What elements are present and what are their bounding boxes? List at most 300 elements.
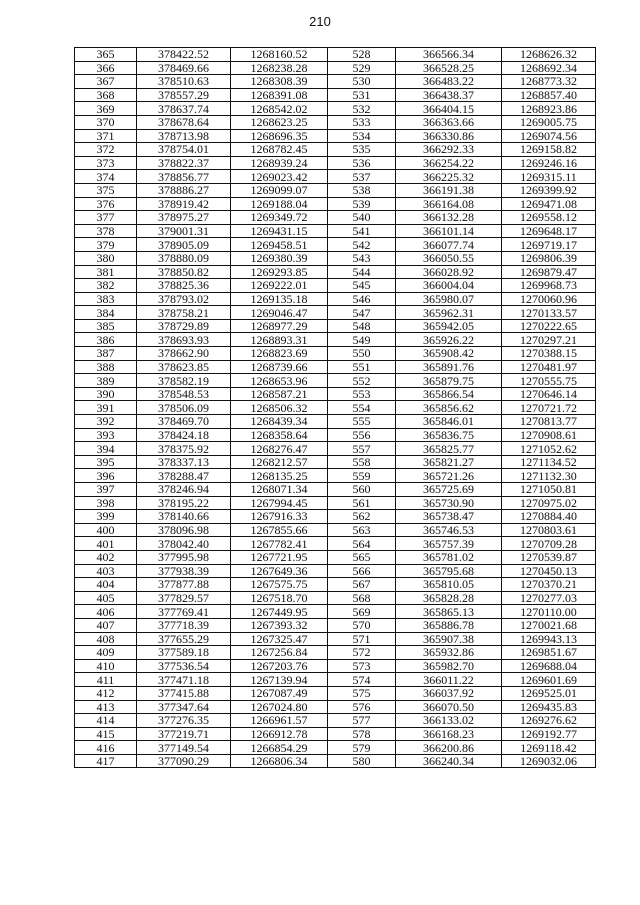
y-coordinate-cell: 1269158.82 <box>502 143 596 157</box>
table-row <box>75 510 596 524</box>
x-coordinate-cell: 377877.88 <box>137 578 231 592</box>
point-number-cell: 559 <box>328 469 396 483</box>
table-row <box>75 578 596 592</box>
point-number-cell: 529 <box>328 61 396 75</box>
point-number-cell: 572 <box>328 646 396 660</box>
x-coordinate-cell: 365980.07 <box>396 292 502 306</box>
x-coordinate-cell: 378582.19 <box>137 374 231 388</box>
point-number-cell: 376 <box>75 197 137 211</box>
x-coordinate-cell: 365908.42 <box>396 347 502 361</box>
y-coordinate-cell: 1270277.03 <box>502 591 596 605</box>
table-row <box>75 741 596 755</box>
point-number-cell: 557 <box>328 442 396 456</box>
point-number-cell: 551 <box>328 360 396 374</box>
x-coordinate-cell: 378880.09 <box>137 251 231 265</box>
y-coordinate-cell: 1268587.21 <box>231 387 328 401</box>
x-coordinate-cell: 365865.13 <box>396 605 502 619</box>
y-coordinate-cell: 1268160.52 <box>231 48 328 62</box>
y-coordinate-cell: 1267256.84 <box>231 646 328 660</box>
y-coordinate-cell: 1268653.96 <box>231 374 328 388</box>
y-coordinate-cell: 1270646.14 <box>502 387 596 401</box>
x-coordinate-cell: 378905.09 <box>137 238 231 252</box>
y-coordinate-cell: 1270133.57 <box>502 306 596 320</box>
x-coordinate-cell: 365810.05 <box>396 578 502 592</box>
table-row <box>75 48 596 62</box>
point-number-cell: 564 <box>328 537 396 551</box>
point-number-cell: 399 <box>75 510 137 524</box>
x-coordinate-cell: 377829.57 <box>137 591 231 605</box>
y-coordinate-cell: 1268542.02 <box>231 102 328 116</box>
point-number-cell: 397 <box>75 483 137 497</box>
x-coordinate-cell: 365725.69 <box>396 483 502 497</box>
y-coordinate-cell: 1267087.49 <box>231 686 328 700</box>
x-coordinate-cell: 365891.76 <box>396 360 502 374</box>
y-coordinate-cell: 1269118.42 <box>502 741 596 755</box>
y-coordinate-cell: 1268308.39 <box>231 75 328 89</box>
point-number-cell: 531 <box>328 88 396 102</box>
table-row <box>75 455 596 469</box>
x-coordinate-cell: 378678.64 <box>137 115 231 129</box>
point-number-cell: 385 <box>75 319 137 333</box>
y-coordinate-cell: 1268626.32 <box>502 48 596 62</box>
y-coordinate-cell: 1268692.34 <box>502 61 596 75</box>
y-coordinate-cell: 1270060.96 <box>502 292 596 306</box>
point-number-cell: 575 <box>328 686 396 700</box>
point-number-cell: 377 <box>75 211 137 225</box>
point-number-cell: 567 <box>328 578 396 592</box>
y-coordinate-cell: 1269458.51 <box>231 238 328 252</box>
point-number-cell: 562 <box>328 510 396 524</box>
point-number-cell: 417 <box>75 754 137 768</box>
y-coordinate-cell: 1267325.47 <box>231 632 328 646</box>
y-coordinate-cell: 1267649.36 <box>231 564 328 578</box>
point-number-cell: 402 <box>75 550 137 564</box>
x-coordinate-cell: 366101.14 <box>396 224 502 238</box>
x-coordinate-cell: 366011.22 <box>396 673 502 687</box>
y-coordinate-cell: 1269349.72 <box>231 211 328 225</box>
point-number-cell: 414 <box>75 714 137 728</box>
point-number-cell: 532 <box>328 102 396 116</box>
point-number-cell: 392 <box>75 415 137 429</box>
x-coordinate-cell: 366028.92 <box>396 265 502 279</box>
y-coordinate-cell: 1267575.75 <box>231 578 328 592</box>
x-coordinate-cell: 378422.52 <box>137 48 231 62</box>
point-number-cell: 400 <box>75 523 137 537</box>
y-coordinate-cell: 1270884.40 <box>502 510 596 524</box>
x-coordinate-cell: 365738.47 <box>396 510 502 524</box>
point-number-cell: 401 <box>75 537 137 551</box>
table-row <box>75 333 596 347</box>
y-coordinate-cell: 1267449.95 <box>231 605 328 619</box>
y-coordinate-cell: 1269601.69 <box>502 673 596 687</box>
x-coordinate-cell: 366037.92 <box>396 686 502 700</box>
x-coordinate-cell: 366292.33 <box>396 143 502 157</box>
x-coordinate-cell: 366132.28 <box>396 211 502 225</box>
x-coordinate-cell: 377219.71 <box>137 727 231 741</box>
x-coordinate-cell: 378713.98 <box>137 129 231 143</box>
x-coordinate-cell: 365926.22 <box>396 333 502 347</box>
y-coordinate-cell: 1267139.94 <box>231 673 328 687</box>
point-number-cell: 366 <box>75 61 137 75</box>
point-number-cell: 571 <box>328 632 396 646</box>
point-number-cell: 373 <box>75 156 137 170</box>
y-coordinate-cell: 1269293.85 <box>231 265 328 279</box>
y-coordinate-cell: 1269806.39 <box>502 251 596 265</box>
y-coordinate-cell: 1269099.07 <box>231 183 328 197</box>
y-coordinate-cell: 1270555.75 <box>502 374 596 388</box>
point-number-cell: 384 <box>75 306 137 320</box>
point-number-cell: 409 <box>75 646 137 660</box>
y-coordinate-cell: 1268893.31 <box>231 333 328 347</box>
x-coordinate-cell: 365821.27 <box>396 455 502 469</box>
x-coordinate-cell: 365846.01 <box>396 415 502 429</box>
x-coordinate-cell: 365795.68 <box>396 564 502 578</box>
point-number-cell: 390 <box>75 387 137 401</box>
y-coordinate-cell: 1269005.75 <box>502 115 596 129</box>
x-coordinate-cell: 378140.66 <box>137 510 231 524</box>
point-number-cell: 388 <box>75 360 137 374</box>
x-coordinate-cell: 365836.75 <box>396 428 502 442</box>
x-coordinate-cell: 377276.35 <box>137 714 231 728</box>
y-coordinate-cell: 1268977.29 <box>231 319 328 333</box>
y-coordinate-cell: 1268696.35 <box>231 129 328 143</box>
x-coordinate-cell: 366133.02 <box>396 714 502 728</box>
point-number-cell: 383 <box>75 292 137 306</box>
x-coordinate-cell: 377995.98 <box>137 550 231 564</box>
x-coordinate-cell: 365781.02 <box>396 550 502 564</box>
y-coordinate-cell: 1268439.34 <box>231 415 328 429</box>
point-number-cell: 389 <box>75 374 137 388</box>
y-coordinate-cell: 1268923.86 <box>502 102 596 116</box>
table-row <box>75 279 596 293</box>
x-coordinate-cell: 366483.22 <box>396 75 502 89</box>
x-coordinate-cell: 366528.25 <box>396 61 502 75</box>
table-row <box>75 428 596 442</box>
point-number-cell: 398 <box>75 496 137 510</box>
table-row <box>75 523 596 537</box>
point-number-cell: 534 <box>328 129 396 143</box>
table-row <box>75 265 596 279</box>
x-coordinate-cell: 378042.40 <box>137 537 231 551</box>
y-coordinate-cell: 1267994.45 <box>231 496 328 510</box>
point-number-cell: 558 <box>328 455 396 469</box>
point-number-cell: 394 <box>75 442 137 456</box>
point-number-cell: 411 <box>75 673 137 687</box>
y-coordinate-cell: 1268238.28 <box>231 61 328 75</box>
x-coordinate-cell: 378793.02 <box>137 292 231 306</box>
table-row <box>75 727 596 741</box>
y-coordinate-cell: 1268391.08 <box>231 88 328 102</box>
y-coordinate-cell: 1267518.70 <box>231 591 328 605</box>
table-row <box>75 673 596 687</box>
y-coordinate-cell: 1270709.28 <box>502 537 596 551</box>
table-row <box>75 754 596 768</box>
x-coordinate-cell: 378825.36 <box>137 279 231 293</box>
x-coordinate-cell: 366566.34 <box>396 48 502 62</box>
y-coordinate-cell: 1268506.32 <box>231 401 328 415</box>
table-row <box>75 251 596 265</box>
point-number-cell: 375 <box>75 183 137 197</box>
y-coordinate-cell: 1269471.08 <box>502 197 596 211</box>
x-coordinate-cell: 365721.26 <box>396 469 502 483</box>
table-row <box>75 646 596 660</box>
y-coordinate-cell: 1269046.47 <box>231 306 328 320</box>
point-number-cell: 552 <box>328 374 396 388</box>
y-coordinate-cell: 1269968.73 <box>502 279 596 293</box>
table-row <box>75 496 596 510</box>
point-number-cell: 580 <box>328 754 396 768</box>
y-coordinate-cell: 1270370.21 <box>502 578 596 592</box>
y-coordinate-cell: 1269276.62 <box>502 714 596 728</box>
point-number-cell: 378 <box>75 224 137 238</box>
x-coordinate-cell: 378469.70 <box>137 415 231 429</box>
y-coordinate-cell: 1269435.83 <box>502 700 596 714</box>
x-coordinate-cell: 377347.64 <box>137 700 231 714</box>
x-coordinate-cell: 378506.09 <box>137 401 231 415</box>
x-coordinate-cell: 366240.34 <box>396 754 502 768</box>
point-number-cell: 553 <box>328 387 396 401</box>
y-coordinate-cell: 1269188.04 <box>231 197 328 211</box>
point-number-cell: 569 <box>328 605 396 619</box>
x-coordinate-cell: 378850.82 <box>137 265 231 279</box>
y-coordinate-cell: 1269851.67 <box>502 646 596 660</box>
y-coordinate-cell: 1269688.04 <box>502 659 596 673</box>
y-coordinate-cell: 1270297.21 <box>502 333 596 347</box>
point-number-cell: 380 <box>75 251 137 265</box>
point-number-cell: 554 <box>328 401 396 415</box>
y-coordinate-cell: 1271134.52 <box>502 455 596 469</box>
point-number-cell: 537 <box>328 170 396 184</box>
x-coordinate-cell: 377536.54 <box>137 659 231 673</box>
y-coordinate-cell: 1268135.25 <box>231 469 328 483</box>
y-coordinate-cell: 1269943.13 <box>502 632 596 646</box>
point-number-cell: 565 <box>328 550 396 564</box>
table-row <box>75 714 596 728</box>
point-number-cell: 539 <box>328 197 396 211</box>
table-row <box>75 156 596 170</box>
x-coordinate-cell: 377769.41 <box>137 605 231 619</box>
x-coordinate-cell: 378195.22 <box>137 496 231 510</box>
y-coordinate-cell: 1268071.34 <box>231 483 328 497</box>
y-coordinate-cell: 1270021.68 <box>502 618 596 632</box>
x-coordinate-cell: 377938.39 <box>137 564 231 578</box>
y-coordinate-cell: 1268358.64 <box>231 428 328 442</box>
x-coordinate-cell: 365932.86 <box>396 646 502 660</box>
point-number-cell: 372 <box>75 143 137 157</box>
table-row <box>75 129 596 143</box>
y-coordinate-cell: 1269222.01 <box>231 279 328 293</box>
point-number-cell: 396 <box>75 469 137 483</box>
table-row <box>75 292 596 306</box>
table-row <box>75 197 596 211</box>
point-number-cell: 561 <box>328 496 396 510</box>
y-coordinate-cell: 1269135.18 <box>231 292 328 306</box>
x-coordinate-cell: 377090.29 <box>137 754 231 768</box>
x-coordinate-cell: 378975.27 <box>137 211 231 225</box>
y-coordinate-cell: 1267855.66 <box>231 523 328 537</box>
point-number-cell: 535 <box>328 143 396 157</box>
table-row <box>75 115 596 129</box>
x-coordinate-cell: 365962.31 <box>396 306 502 320</box>
y-coordinate-cell: 1269246.16 <box>502 156 596 170</box>
point-number-cell: 528 <box>328 48 396 62</box>
x-coordinate-cell: 378637.74 <box>137 102 231 116</box>
x-coordinate-cell: 366191.38 <box>396 183 502 197</box>
x-coordinate-cell: 378729.89 <box>137 319 231 333</box>
x-coordinate-cell: 378623.85 <box>137 360 231 374</box>
y-coordinate-cell: 1269525.01 <box>502 686 596 700</box>
point-number-cell: 412 <box>75 686 137 700</box>
y-coordinate-cell: 1267721.95 <box>231 550 328 564</box>
table-row <box>75 700 596 714</box>
x-coordinate-cell: 378557.29 <box>137 88 231 102</box>
y-coordinate-cell: 1270450.13 <box>502 564 596 578</box>
point-number-cell: 547 <box>328 306 396 320</box>
point-number-cell: 391 <box>75 401 137 415</box>
x-coordinate-cell: 379001.31 <box>137 224 231 238</box>
table-row <box>75 360 596 374</box>
y-coordinate-cell: 1268739.66 <box>231 360 328 374</box>
x-coordinate-cell: 366438.37 <box>396 88 502 102</box>
x-coordinate-cell: 365879.75 <box>396 374 502 388</box>
y-coordinate-cell: 1266806.34 <box>231 754 328 768</box>
x-coordinate-cell: 365866.54 <box>396 387 502 401</box>
y-coordinate-cell: 1269879.47 <box>502 265 596 279</box>
point-number-cell: 415 <box>75 727 137 741</box>
x-coordinate-cell: 378919.42 <box>137 197 231 211</box>
point-number-cell: 536 <box>328 156 396 170</box>
table-row <box>75 170 596 184</box>
y-coordinate-cell: 1268212.57 <box>231 455 328 469</box>
y-coordinate-cell: 1268782.45 <box>231 143 328 157</box>
y-coordinate-cell: 1268939.24 <box>231 156 328 170</box>
point-number-cell: 382 <box>75 279 137 293</box>
y-coordinate-cell: 1268773.32 <box>502 75 596 89</box>
y-coordinate-cell: 1266912.78 <box>231 727 328 741</box>
y-coordinate-cell: 1269558.12 <box>502 211 596 225</box>
x-coordinate-cell: 365886.78 <box>396 618 502 632</box>
x-coordinate-cell: 378096.98 <box>137 523 231 537</box>
coordinates-table-body <box>75 48 596 768</box>
x-coordinate-cell: 366070.50 <box>396 700 502 714</box>
point-number-cell: 403 <box>75 564 137 578</box>
y-coordinate-cell: 1270813.77 <box>502 415 596 429</box>
y-coordinate-cell: 1268857.40 <box>502 88 596 102</box>
x-coordinate-cell: 378288.47 <box>137 469 231 483</box>
x-coordinate-cell: 377149.54 <box>137 741 231 755</box>
y-coordinate-cell: 1270975.02 <box>502 496 596 510</box>
table-row <box>75 564 596 578</box>
point-number-cell: 570 <box>328 618 396 632</box>
table-row <box>75 618 596 632</box>
table-row <box>75 143 596 157</box>
point-number-cell: 540 <box>328 211 396 225</box>
point-number-cell: 555 <box>328 415 396 429</box>
y-coordinate-cell: 1267024.80 <box>231 700 328 714</box>
point-number-cell: 546 <box>328 292 396 306</box>
x-coordinate-cell: 365730.90 <box>396 496 502 510</box>
table-row <box>75 537 596 551</box>
x-coordinate-cell: 366050.55 <box>396 251 502 265</box>
point-number-cell: 578 <box>328 727 396 741</box>
x-coordinate-cell: 377471.18 <box>137 673 231 687</box>
point-number-cell: 387 <box>75 347 137 361</box>
point-number-cell: 407 <box>75 618 137 632</box>
point-number-cell: 563 <box>328 523 396 537</box>
x-coordinate-cell: 377655.29 <box>137 632 231 646</box>
point-number-cell: 405 <box>75 591 137 605</box>
table-row <box>75 347 596 361</box>
point-number-cell: 530 <box>328 75 396 89</box>
point-number-cell: 369 <box>75 102 137 116</box>
point-number-cell: 549 <box>328 333 396 347</box>
point-number-cell: 393 <box>75 428 137 442</box>
table-row <box>75 88 596 102</box>
y-coordinate-cell: 1266961.57 <box>231 714 328 728</box>
x-coordinate-cell: 378510.63 <box>137 75 231 89</box>
table-row <box>75 632 596 646</box>
y-coordinate-cell: 1269719.17 <box>502 238 596 252</box>
x-coordinate-cell: 366225.32 <box>396 170 502 184</box>
x-coordinate-cell: 365746.53 <box>396 523 502 537</box>
y-coordinate-cell: 1270539.87 <box>502 550 596 564</box>
x-coordinate-cell: 366168.23 <box>396 727 502 741</box>
coordinates-table <box>74 47 596 768</box>
y-coordinate-cell: 1266854.29 <box>231 741 328 755</box>
point-number-cell: 379 <box>75 238 137 252</box>
point-number-cell: 566 <box>328 564 396 578</box>
y-coordinate-cell: 1271050.81 <box>502 483 596 497</box>
x-coordinate-cell: 366363.66 <box>396 115 502 129</box>
x-coordinate-cell: 365856.62 <box>396 401 502 415</box>
point-number-cell: 533 <box>328 115 396 129</box>
y-coordinate-cell: 1270481.97 <box>502 360 596 374</box>
table-row <box>75 686 596 700</box>
table-row <box>75 605 596 619</box>
table-row <box>75 442 596 456</box>
table-row <box>75 374 596 388</box>
table-row <box>75 483 596 497</box>
y-coordinate-cell: 1269023.42 <box>231 170 328 184</box>
y-coordinate-cell: 1267916.33 <box>231 510 328 524</box>
point-number-cell: 416 <box>75 741 137 755</box>
point-number-cell: 408 <box>75 632 137 646</box>
x-coordinate-cell: 366254.22 <box>396 156 502 170</box>
y-coordinate-cell: 1270388.15 <box>502 347 596 361</box>
y-coordinate-cell: 1268623.25 <box>231 115 328 129</box>
point-number-cell: 545 <box>328 279 396 293</box>
x-coordinate-cell: 365757.39 <box>396 537 502 551</box>
point-number-cell: 386 <box>75 333 137 347</box>
x-coordinate-cell: 366004.04 <box>396 279 502 293</box>
x-coordinate-cell: 378375.92 <box>137 442 231 456</box>
point-number-cell: 542 <box>328 238 396 252</box>
table-row <box>75 102 596 116</box>
point-number-cell: 579 <box>328 741 396 755</box>
x-coordinate-cell: 378548.53 <box>137 387 231 401</box>
y-coordinate-cell: 1269399.92 <box>502 183 596 197</box>
y-coordinate-cell: 1269315.11 <box>502 170 596 184</box>
y-coordinate-cell: 1270803.61 <box>502 523 596 537</box>
point-number-cell: 371 <box>75 129 137 143</box>
x-coordinate-cell: 378758.21 <box>137 306 231 320</box>
point-number-cell: 413 <box>75 700 137 714</box>
table-row <box>75 401 596 415</box>
point-number-cell: 370 <box>75 115 137 129</box>
point-number-cell: 550 <box>328 347 396 361</box>
x-coordinate-cell: 377415.88 <box>137 686 231 700</box>
point-number-cell: 395 <box>75 455 137 469</box>
